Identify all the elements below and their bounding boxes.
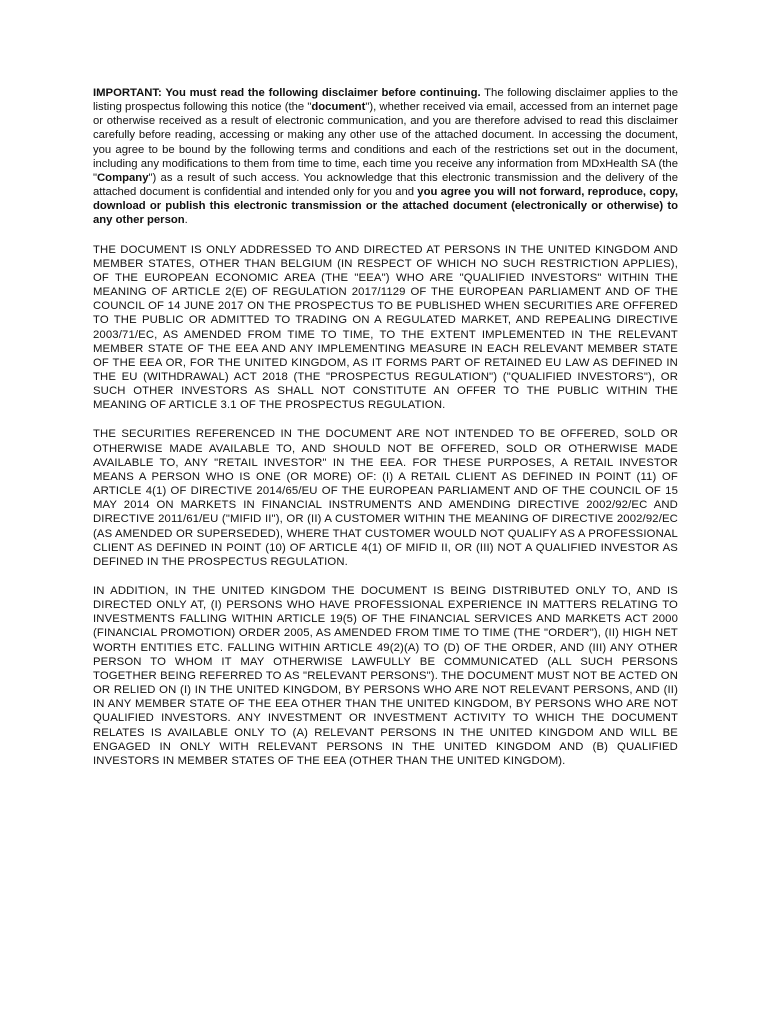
uk-distribution-paragraph: IN ADDITION, IN THE UNITED KINGDOM THE DOCUMENT IS BEING DISTRIBUTED ONLY TO, AND IS DIRECTED ONLY AT, (I) PERSONS WHO HAVE PROFESSIONAL EXPERIENCE IN MATTERS RELATING TO INVESTMENTS FALLING WITHIN ARTICLE 19(5) OF THE FINANCIAL SERVICES AND MARKETS ACT 2000 (FINANCIAL PROMOTION) ORDER 2005, AS AMENDED FROM TIME TO TIME (THE "ORDER"), (II) HIGH NET WORTH ENTITIES ETC. FALLING WITHIN ARTICLE 49(2)(A) TO (D) OF THE ORDER, AND (III) ANY OTHER PERSON TO WHOM IT MAY OTHERWISE LAWFULLY BE COMMUNICATED (ALL SUCH PERSONS TOGETHER BEING REFERRED TO AS "RELEVANT PERSONS"). THE DOCUMENT MUST NOT BE ACTED ON OR RELIED ON (I) IN THE UNITED KINGDOM, BY PERSONS WHO ARE NOT RELEVANT PERSONS, AND (II) IN ANY MEMBER STATE OF THE EEA OTHER THAN THE UNITED KINGDOM, BY PERSONS WHO ARE NOT QUALIFIED INVESTORS. ANY INVESTMENT OR INVESTMENT ACTIVITY TO WHICH THE DOCUMENT RELATES IS AVAILABLE ONLY TO (A) RELEVANT PERSONS IN THE UNITED KINGDOM AND WILL BE ENGAGED IN ONLY WITH RELEVANT PERSONS IN THE UNITED KINGDOM AND (B) QUALIFIED INVESTORS IN MEMBER STATES OF THE EEA (OTHER THAN THE UNITED KINGDOM).	[93, 585, 678, 767]
agreement-clause: you agree you will not forward, reproduce, copy, download or publish this electronic transmission or the attached document (electronically or otherwise) to any other person	[93, 186, 678, 227]
disclaimer-text-end: .	[184, 214, 188, 227]
disclaimer-text-1: The following disclaimer applies to the listing prospectus following this notice (the "	[93, 87, 678, 114]
company-term: Company	[97, 171, 149, 184]
disclaimer-paragraph	[93, 86, 678, 228]
document-term: document	[311, 101, 366, 114]
retail-investor-paragraph: THE SECURITIES REFERENCED IN THE DOCUMENT ARE NOT INTENDED TO BE OFFERED, SOLD OR OTHERWISE MADE AVAILABLE TO, AND SHOULD NOT BE OFFERED, SOLD OR OTHERWISE MADE AVAILABLE TO, ANY "RETAIL INVESTOR" IN THE EEA. FOR THESE PURPOSES, A RETAIL INVESTOR MEANS A PERSON WHO IS ONE (OR MORE) OF: (I) A RETAIL CLIENT AS DEFINED IN POINT (11) OF ARTICLE 4(1) OF DIRECTIVE 2014/65/EU OF THE EUROPEAN PARLIAMENT AND OF THE COUNCIL OF 15 MAY 2014 ON MARKETS IN FINANCIAL INSTRUMENTS AND AMENDING DIRECTIVE 2002/92/EC AND DIRECTIVE 2011/61/EU ("MIFID II"), OR (II) A CUSTOMER WITHIN THE MEANING OF DIRECTIVE 2002/92/EC (AS AMENDED OR SUPERSEDED), WHERE THAT CUSTOMER WOULD NOT QUALIFY AS A PROFESSIONAL CLIENT AS DEFINED IN POINT (10) OF ARTICLE 4(1) OF MIFID II, OR (III) NOT A QUALIFIED INVESTOR AS DEFINED IN THE PROSPECTUS REGULATION.	[93, 428, 678, 568]
qualified-investors-paragraph: THE DOCUMENT IS ONLY ADDRESSED TO AND DIRECTED AT PERSONS IN THE UNITED KINGDOM AND MEMBER STATES, OTHER THAN BELGIUM (IN RESPECT OF WHICH NO SUCH RESTRICTION APPLIES), OF THE EUROPEAN ECONOMIC AREA (THE "EEA") WHO ARE "QUALIFIED INVESTORS" WITHIN THE MEANING OF ARTICLE 2(E) OF REGULATION 2017/1129 OF THE EUROPEAN PARLIAMENT AND OF THE COUNCIL OF 14 JUNE 2017 ON THE PROSPECTUS TO BE PUBLISHED WHEN SECURITIES ARE OFFERED TO THE PUBLIC OR ADMITTED TO TRADING ON A REGULATED MARKET, AND REPEALING DIRECTIVE 2003/71/EC, AS AMENDED FROM TIME TO TIME, TO THE EXTENT IMPLEMENTED IN THE RELEVANT MEMBER STATE OF THE EEA AND ANY IMPLEMENTING MEASURE IN EACH RELEVANT MEMBER STATE OF THE EEA OR, FOR THE UNITED KINGDOM, AS IT FORMS PART OF RETAINED EU LAW AS DEFINED IN THE EU (WITHDRAWAL) ACT 2018 (THE "PROSPECTUS REGULATION") ("QUALIFIED INVESTORS"), OR SUCH OTHER INVESTORS AS SHALL NOT CONSTITUTE AN OFFER TO THE PUBLIC WITHIN THE MEANING OF ARTICLE 3.1 OF THE PROSPECTUS REGULATION.	[93, 243, 678, 412]
disclaimer-heading: IMPORTANT: You must read the following disclaimer before continuing.	[93, 87, 481, 99]
disclaimer-text-3: ") as a result of such access. You acknowledge that this electronic transmission and the delivery of the attached document is confidential and intended only for you and	[93, 171, 678, 199]
disclaimer-text-2: "), whether received via email, accessed from an internet page or otherwise received as a result of electronic communication, and you are therefore advised to read this disclaimer carefully before reading, accessing or making any other use of the attached document. In accessing the document, you agree to be bound by the following terms and conditions and each of the restrictions set out in the document, including any modifications to them from time to time, each time you receive any information from MDxHealth SA (the "	[93, 101, 678, 184]
